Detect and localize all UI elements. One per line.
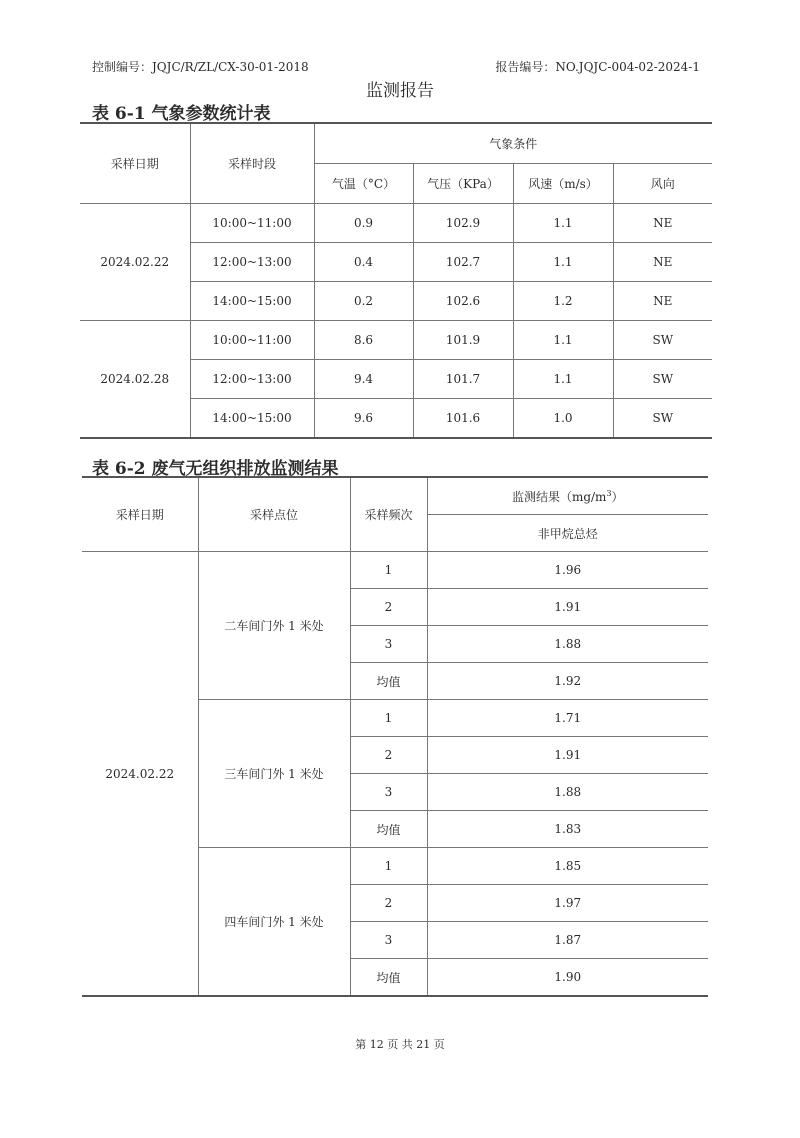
date-cell: 2024.02.28 bbox=[80, 321, 190, 439]
weather-parameters-table bbox=[80, 122, 712, 439]
header-wind-direction: 风向 bbox=[613, 164, 712, 204]
freq-cell: 1 bbox=[350, 848, 427, 885]
pressure-cell: 102.6 bbox=[413, 282, 513, 321]
value-cell: 1.91 bbox=[427, 589, 708, 626]
value-cell: 1.87 bbox=[427, 922, 708, 959]
temp-cell: 0.4 bbox=[314, 243, 413, 282]
page-number: 第 12 页 共 21 页 bbox=[355, 1038, 445, 1051]
speed-cell: 1.1 bbox=[513, 204, 613, 243]
value-cell: 1.85 bbox=[427, 848, 708, 885]
pressure-cell: 101.6 bbox=[413, 399, 513, 439]
date-cell: 2024.02.22 bbox=[82, 552, 198, 997]
temp-cell: 0.9 bbox=[314, 204, 413, 243]
header-temperature: 气温（°C） bbox=[314, 164, 413, 204]
header-weather-conditions: 气象条件 bbox=[314, 123, 712, 164]
direction-cell: SW bbox=[613, 399, 712, 439]
period-cell: 12:00~13:00 bbox=[190, 360, 314, 399]
value-cell: 1.88 bbox=[427, 774, 708, 811]
header-sampling-frequency: 采样频次 bbox=[350, 477, 427, 552]
freq-cell: 均值 bbox=[350, 663, 427, 700]
temp-cell: 9.6 bbox=[314, 399, 413, 439]
speed-cell: 1.0 bbox=[513, 399, 613, 439]
table2-caption: 表 6-2 废气无组织排放监测结果 bbox=[92, 459, 339, 479]
header-sampling-date: 采样日期 bbox=[82, 477, 198, 552]
freq-cell: 2 bbox=[350, 885, 427, 922]
speed-cell: 1.1 bbox=[513, 243, 613, 282]
pressure-cell: 102.7 bbox=[413, 243, 513, 282]
header-sampling-date: 采样日期 bbox=[80, 123, 190, 204]
pressure-cell: 101.7 bbox=[413, 360, 513, 399]
table-row bbox=[80, 204, 712, 243]
point-cell: 二车间门外 1 米处 bbox=[198, 552, 350, 700]
freq-cell: 均值 bbox=[350, 959, 427, 997]
result-header-superscript: 3 bbox=[606, 488, 612, 498]
header-wind-speed: 风速（m/s） bbox=[513, 164, 613, 204]
date-cell: 2024.02.22 bbox=[80, 204, 190, 321]
period-cell: 14:00~15:00 bbox=[190, 399, 314, 439]
point-cell: 三车间门外 1 米处 bbox=[198, 700, 350, 848]
value-cell: 1.88 bbox=[427, 626, 708, 663]
period-cell: 14:00~15:00 bbox=[190, 282, 314, 321]
header-nmhc: 非甲烷总烃 bbox=[427, 515, 708, 552]
pressure-cell: 102.9 bbox=[413, 204, 513, 243]
direction-cell: NE bbox=[613, 282, 712, 321]
header-sampling-point: 采样点位 bbox=[198, 477, 350, 552]
direction-cell: NE bbox=[613, 204, 712, 243]
result-header-close: ） bbox=[611, 489, 624, 504]
temp-cell: 0.2 bbox=[314, 282, 413, 321]
value-cell: 1.92 bbox=[427, 663, 708, 700]
point-cell: 四车间门外 1 米处 bbox=[198, 848, 350, 997]
value-cell: 1.91 bbox=[427, 737, 708, 774]
speed-cell: 1.2 bbox=[513, 282, 613, 321]
direction-cell: SW bbox=[613, 360, 712, 399]
table-row bbox=[82, 552, 708, 589]
direction-cell: SW bbox=[613, 321, 712, 360]
header-sampling-period: 采样时段 bbox=[190, 123, 314, 204]
freq-cell: 2 bbox=[350, 737, 427, 774]
header-monitoring-result bbox=[427, 477, 708, 515]
period-cell: 10:00~11:00 bbox=[190, 204, 314, 243]
report-number: 报告编号：NO.JQJC-004-02-2024-1 bbox=[495, 60, 700, 74]
freq-cell: 3 bbox=[350, 626, 427, 663]
speed-cell: 1.1 bbox=[513, 321, 613, 360]
table1-caption: 表 6-1 气象参数统计表 bbox=[92, 104, 271, 124]
freq-cell: 均值 bbox=[350, 811, 427, 848]
value-cell: 1.83 bbox=[427, 811, 708, 848]
emission-results-table bbox=[82, 476, 708, 997]
direction-cell: NE bbox=[613, 243, 712, 282]
pressure-cell: 101.9 bbox=[413, 321, 513, 360]
speed-cell: 1.1 bbox=[513, 360, 613, 399]
control-number: 控制编号：JQJC/R/ZL/CX-30-01-2018 bbox=[92, 60, 309, 74]
temp-cell: 8.6 bbox=[314, 321, 413, 360]
freq-cell: 1 bbox=[350, 552, 427, 589]
table-row bbox=[80, 321, 712, 360]
freq-cell: 3 bbox=[350, 774, 427, 811]
value-cell: 1.71 bbox=[427, 700, 708, 737]
temp-cell: 9.4 bbox=[314, 360, 413, 399]
value-cell: 1.97 bbox=[427, 885, 708, 922]
freq-cell: 3 bbox=[350, 922, 427, 959]
freq-cell: 1 bbox=[350, 700, 427, 737]
freq-cell: 2 bbox=[350, 589, 427, 626]
value-cell: 1.90 bbox=[427, 959, 708, 997]
period-cell: 12:00~13:00 bbox=[190, 243, 314, 282]
value-cell: 1.96 bbox=[427, 552, 708, 589]
result-header-text: 监测结果（mg/m bbox=[511, 489, 607, 504]
period-cell: 10:00~11:00 bbox=[190, 321, 314, 360]
header-pressure: 气压（KPa） bbox=[413, 164, 513, 204]
document-title: 监测报告 bbox=[366, 81, 434, 101]
